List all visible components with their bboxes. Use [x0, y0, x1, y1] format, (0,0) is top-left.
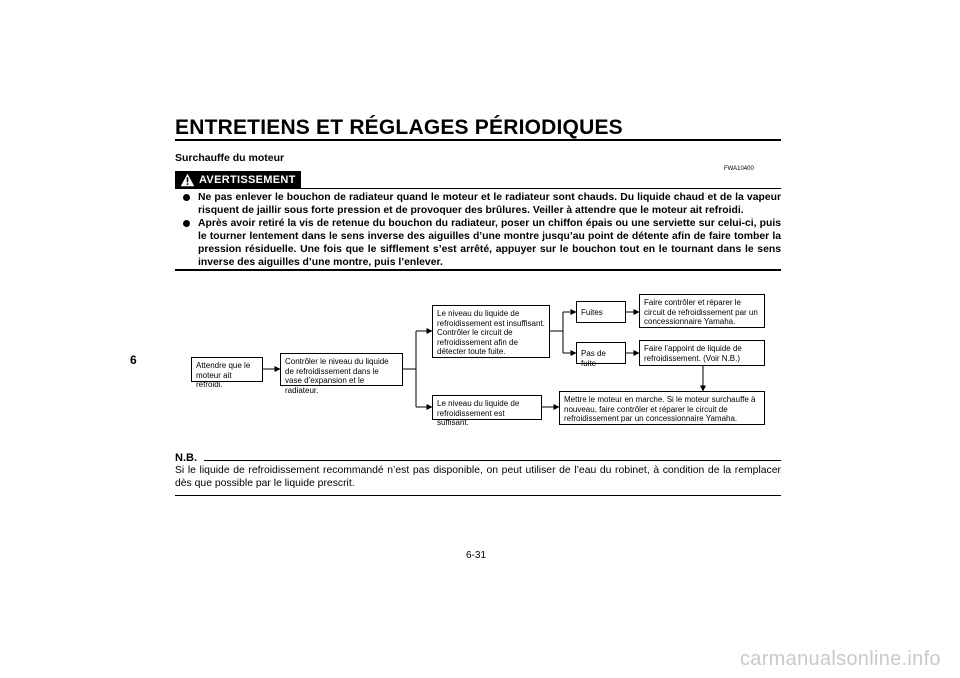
- section-heading: Surchauffe du moteur: [175, 152, 285, 164]
- flow-line: Le niveau du liquide de: [437, 309, 520, 318]
- flow-line: moteur ait refroidi.: [196, 370, 232, 389]
- flow-line: refroidissement par un concessionnaire Yamaha.: [564, 414, 738, 423]
- flow-line: refroidissement. (Voir N.B.): [644, 353, 741, 363]
- flow-line: Contrôler le circuit de: [437, 328, 513, 337]
- flow-line: détecter toute fuite.: [437, 347, 506, 356]
- flow-line: nouveau, faire contrôler et réparer le circuit de: [564, 404, 728, 414]
- flow-line: Pas de fuite: [581, 349, 606, 368]
- flow-no-leak-box: [576, 342, 626, 368]
- flow-check-box: [280, 353, 403, 395]
- flow-line: Faire contrôler et réparer le: [644, 298, 741, 307]
- flow-wait-box: [191, 357, 263, 389]
- note-top-divider: [204, 460, 781, 461]
- flow-repair-box: [639, 294, 765, 328]
- flow-sufficient-box: [432, 395, 542, 427]
- flow-restart-box: [559, 391, 765, 425]
- flow-line: de refroidissement dans le: [285, 366, 379, 376]
- flow-line: Contrôler le niveau du liquide: [285, 357, 389, 366]
- flow-line: Attendre que le: [196, 361, 251, 370]
- flow-line: Le niveau du liquide de: [437, 399, 520, 408]
- flow-line: refroidissement est insuffisant.: [437, 318, 545, 328]
- flow-insufficient-box: [432, 305, 550, 358]
- flow-top-up-box: [639, 340, 765, 366]
- note-bottom-divider: [175, 495, 781, 496]
- flow-line: refroidissement est suffisant.: [437, 408, 505, 427]
- flow-line: Faire l’appoint de liquide de: [644, 344, 742, 353]
- warning-label: AVERTISSEMENT: [199, 174, 296, 186]
- flow-line: Mettre le moteur en marche. Si le moteur surchauffe à: [564, 395, 756, 404]
- warning-bullet-text: Ne pas enlever le bouchon de radiateur quand le moteur et le radiateur sont chauds. Du liquide chaud et de la vapeur risquent de jaillir sous forte pression et de provoquer des brûlures. Veiller à attendre que le moteur ait refroidi.: [198, 192, 781, 216]
- warning-bullet-text: Après avoir retiré la vis de retenue du bouchon du radiateur, poser un chiffon épais ou une serviette sur celui-ci, puis le tourner lentement dans le sens inverse des aiguilles d’une montre jusqu’au point de détente afin de faire tomber la pression résiduelle. Une fois que le sifflement s’est arrêté, appuyer sur le bouchon tout en le tournant dans le sens inverse des aiguilles d’une montre, puis l’enlever.: [198, 218, 781, 268]
- flow-leaks-box: [576, 301, 626, 323]
- flow-line: refroidissement afin de: [437, 337, 518, 347]
- flow-line: Fuites: [581, 308, 603, 317]
- chapter-tab: 6: [130, 353, 137, 367]
- flow-line: concessionnaire Yamaha.: [644, 317, 736, 326]
- flow-line: circuit de refroidissement par un: [644, 307, 758, 317]
- note-text: Si le liquide de refroidissement recommandé n’est pas disponible, on peut utiliser de l’eau du robinet, à condition de la remplacer dès que possible par le liquide prescrit.: [175, 465, 781, 489]
- flow-line: vase d’expansion et le radiateur.: [285, 376, 365, 395]
- warning-code: FWA10400: [724, 166, 754, 172]
- page-title: ENTRETIENS ET RÉGLAGES PÉRIODIQUES: [175, 116, 623, 139]
- note-label: N.B.: [175, 452, 197, 464]
- watermark: carmanualsonline.info: [740, 648, 941, 670]
- page-number: 6-31: [466, 550, 487, 561]
